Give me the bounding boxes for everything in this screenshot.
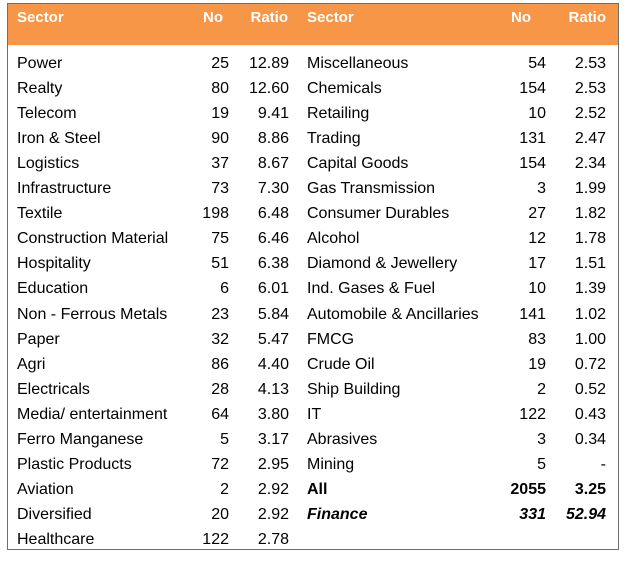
ratio-cell-right: 52.94 (565, 505, 606, 523)
no-cell-left: 23 (211, 305, 229, 323)
table-row (8, 478, 618, 503)
table-row (8, 453, 618, 478)
ratio-cell-right: 2.47 (574, 130, 606, 148)
ratio-cell-left: 4.40 (257, 355, 289, 373)
ratio-cell-right: 0.43 (574, 405, 606, 423)
ratio-cell-left: 2.78 (257, 530, 289, 548)
sector-cell-right: Trading (307, 130, 361, 148)
no-cell-left: 198 (202, 205, 229, 223)
no-cell-right: 83 (528, 330, 546, 348)
header-sector-right: Sector (307, 9, 354, 26)
table-row (8, 252, 618, 277)
sector-cell-right: Finance (307, 505, 368, 523)
ratio-cell-left: 2.92 (257, 480, 289, 498)
sector-ratio-table (7, 3, 619, 550)
sector-cell-right: FMCG (307, 330, 355, 348)
no-cell-right: 3 (537, 180, 546, 198)
no-cell-right: 131 (519, 130, 546, 148)
ratio-cell-right: 2.34 (574, 155, 606, 173)
ratio-cell-right: 2.52 (574, 105, 606, 123)
no-cell-left: 51 (211, 255, 229, 273)
ratio-cell-left: 6.38 (257, 255, 289, 273)
no-cell-left: 20 (211, 505, 229, 523)
ratio-cell-right: 1.39 (574, 280, 606, 298)
sector-cell-left: Telecom (17, 105, 77, 123)
ratio-cell-left: 2.92 (257, 505, 289, 523)
no-cell-right: 12 (528, 230, 546, 248)
no-cell-left: 28 (211, 380, 229, 398)
table-row (8, 102, 618, 127)
no-cell-left: 86 (211, 355, 229, 373)
no-cell-right: 141 (519, 305, 546, 323)
no-cell-right: 154 (519, 155, 546, 173)
ratio-cell-right: 2.53 (574, 80, 606, 98)
sector-cell-right: IT (307, 405, 322, 423)
sector-cell-left: Non - Ferrous Metals (17, 305, 168, 323)
ratio-cell-right: 1.02 (574, 305, 606, 323)
sector-cell-left: Healthcare (17, 530, 95, 548)
sector-cell-left: Infrastructure (17, 180, 112, 198)
ratio-cell-right: 1.99 (574, 180, 606, 198)
header-ratio-right: Ratio (568, 9, 606, 26)
ratio-cell-left: 3.80 (257, 405, 289, 423)
sector-cell-right: Ind. Gases & Fuel (307, 280, 436, 298)
ratio-cell-right: 1.82 (574, 205, 606, 223)
table-row (8, 403, 618, 428)
no-cell-left: 19 (211, 105, 229, 123)
table-row (8, 378, 618, 403)
sector-cell-left: Education (17, 280, 89, 298)
ratio-cell-right: 0.52 (574, 380, 606, 398)
table-row (8, 353, 618, 378)
no-cell-right: 2055 (510, 480, 546, 498)
no-cell-left: 73 (211, 180, 229, 198)
ratio-cell-right: 3.25 (574, 480, 606, 498)
table-row (8, 202, 618, 227)
sector-cell-left: Agri (17, 355, 46, 373)
table-row (8, 428, 618, 453)
no-cell-right: 17 (528, 255, 546, 273)
table-row (8, 152, 618, 177)
no-cell-right: 5 (537, 455, 546, 473)
sector-cell-right: Consumer Durables (307, 205, 450, 223)
ratio-cell-left: 4.13 (257, 380, 289, 398)
no-cell-left: 25 (211, 55, 229, 72)
no-cell-right: 154 (519, 80, 546, 98)
ratio-cell-left: 3.17 (257, 430, 289, 448)
sector-cell-left: Textile (17, 205, 63, 223)
no-cell-left: 90 (211, 130, 229, 148)
no-cell-left: 122 (202, 530, 229, 548)
sector-cell-left: Realty (17, 80, 63, 98)
sector-cell-left: Media/ entertainment (17, 405, 168, 423)
header-no-right: No (511, 9, 531, 26)
ratio-cell-right: - (600, 455, 606, 473)
no-cell-left: 2 (220, 480, 229, 498)
ratio-cell-right: 1.51 (574, 255, 606, 273)
sector-cell-right: Capital Goods (307, 155, 409, 173)
sector-cell-left: Hospitality (17, 255, 91, 273)
sector-cell-left: Plastic Products (17, 455, 132, 473)
header-ratio-left: Ratio (250, 9, 288, 26)
table-row (8, 277, 618, 302)
ratio-cell-right: 1.00 (574, 330, 606, 348)
sector-cell-left: Ferro Manganese (17, 430, 144, 448)
sector-cell-right: Miscellaneous (307, 55, 409, 72)
table-row (8, 127, 618, 152)
sector-cell-right: Diamond & Jewellery (307, 255, 458, 273)
no-cell-right: 331 (519, 505, 546, 523)
ratio-cell-left: 8.67 (257, 155, 289, 173)
sector-cell-right: Gas Transmission (307, 180, 436, 198)
ratio-cell-left: 12.89 (248, 55, 289, 72)
no-cell-left: 64 (211, 405, 229, 423)
sector-cell-right: Retailing (307, 105, 370, 123)
ratio-cell-left: 9.41 (257, 105, 289, 123)
sector-cell-right: Crude Oil (307, 355, 375, 373)
table-row (8, 177, 618, 202)
sector-cell-left: Electricals (17, 380, 90, 398)
ratio-cell-right: 0.72 (574, 355, 606, 373)
no-cell-right: 2 (537, 380, 546, 398)
no-cell-left: 6 (220, 280, 229, 298)
no-cell-right: 122 (519, 405, 546, 423)
sector-cell-right: Chemicals (307, 80, 382, 98)
sector-cell-left: Iron & Steel (17, 130, 101, 148)
sector-cell-left: Aviation (17, 480, 74, 498)
ratio-cell-left: 5.47 (257, 330, 289, 348)
table-row (8, 528, 618, 550)
no-cell-right: 19 (528, 355, 546, 373)
no-cell-left: 37 (211, 155, 229, 173)
ratio-cell-left: 6.48 (257, 205, 289, 223)
sector-cell-right: Ship Building (307, 380, 401, 398)
sector-cell-right: Abrasives (307, 430, 378, 448)
no-cell-right: 27 (528, 205, 546, 223)
table-row (8, 303, 618, 328)
sector-cell-right: All (307, 480, 328, 498)
ratio-cell-left: 7.30 (257, 180, 289, 198)
no-cell-left: 80 (211, 80, 229, 98)
table-row (8, 77, 618, 102)
no-cell-left: 75 (211, 230, 229, 248)
ratio-cell-right: 1.78 (574, 230, 606, 248)
sector-cell-right: Mining (307, 455, 355, 473)
sector-cell-right: Alcohol (307, 230, 360, 248)
header-no-left: No (203, 9, 223, 26)
ratio-cell-left: 5.84 (257, 305, 289, 323)
ratio-cell-left: 6.46 (257, 230, 289, 248)
no-cell-right: 10 (528, 280, 546, 298)
table-row (8, 227, 618, 252)
no-cell-right: 3 (537, 430, 546, 448)
sector-cell-left: Diversified (17, 505, 92, 523)
header-sector-left: Sector (17, 9, 64, 26)
ratio-cell-left: 6.01 (257, 280, 289, 298)
table-row (8, 328, 618, 353)
sector-cell-left: Construction Material (17, 230, 169, 248)
sector-cell-left: Logistics (17, 155, 80, 173)
no-cell-left: 32 (211, 330, 229, 348)
no-cell-left: 72 (211, 455, 229, 473)
ratio-cell-right: 2.53 (574, 55, 606, 72)
no-cell-right: 54 (528, 55, 546, 72)
sector-cell-left: Paper (17, 330, 60, 348)
sector-cell-left: Power (17, 55, 63, 72)
sector-cell-right: Automobile & Ancillaries (307, 305, 479, 323)
ratio-cell-left: 2.95 (257, 455, 289, 473)
ratio-cell-left: 12.60 (248, 80, 289, 98)
table-header (8, 4, 618, 45)
table-row (8, 52, 618, 77)
ratio-cell-right: 0.34 (574, 430, 606, 448)
no-cell-right: 10 (528, 105, 546, 123)
ratio-cell-left: 8.86 (257, 130, 289, 148)
table-row (8, 503, 618, 528)
no-cell-left: 5 (220, 430, 229, 448)
